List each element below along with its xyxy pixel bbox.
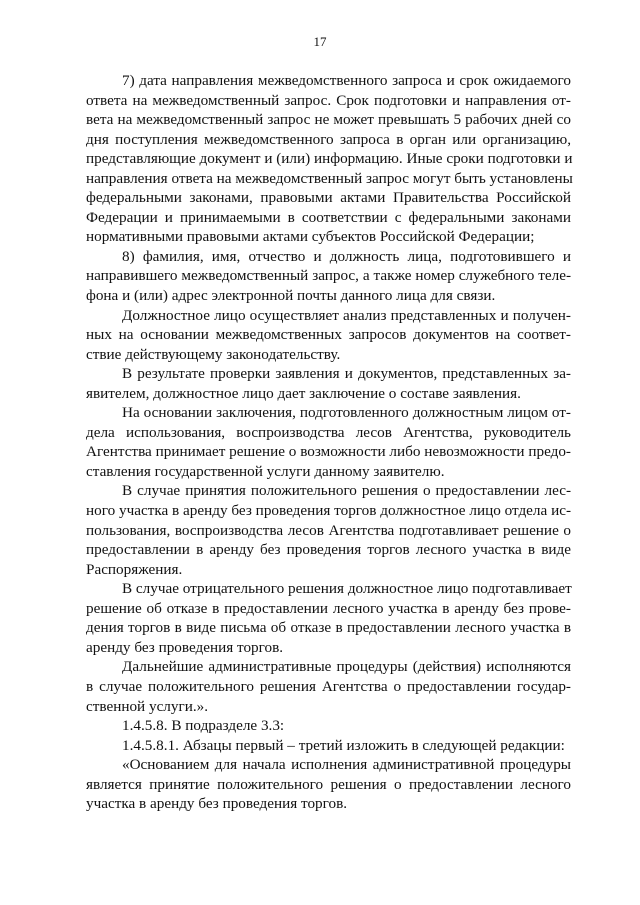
text-line: ствие действующему законодательству. [86, 345, 341, 363]
text-line: направления ответа на межведомственный запрос могут быть установлены [86, 169, 573, 187]
text-line: направившего межведомственный запрос, а также номер служебного теле- [86, 267, 571, 285]
text-line: вета на межведомственный запрос не может превышать 5 рабочих дней со [86, 111, 571, 129]
paragraph [86, 247, 571, 306]
text-line: предоставлении в аренду без проведения торгов лесного участка в виде [86, 541, 571, 559]
text-line: аренду без проведения торгов. [86, 638, 284, 656]
text-line: В случае принятия положительного решения о предоставлении лес- [122, 482, 571, 500]
paragraph [86, 403, 571, 481]
text-line: является принятие положительного решения о предоставлении лесного [86, 775, 571, 793]
text-line: ных на основании межведомственных запросов документов на соответ- [86, 326, 571, 344]
text-line: дня поступления межведомственного запроса в орган или организацию, [86, 130, 571, 148]
text-line: 7) дата направления межведомственного запроса и срок ожидаемого [122, 72, 571, 89]
text-line: представляющие документ и (или) информацию. Иные сроки подготовки и [86, 150, 573, 168]
document-body [86, 71, 571, 814]
paragraph [86, 306, 571, 365]
text-line: явителем, должностное лицо дает заключение о составе заявления. [86, 384, 521, 402]
text-line: ответа на межведомственный запрос. Срок подготовки и направления от- [86, 91, 571, 109]
text-line: Федерации и принимаемыми в соответствии с федеральными законами [86, 208, 571, 226]
text-line: ного участка в аренду без проведения торгов должностное лицо отдела ис- [86, 502, 571, 520]
paragraph [86, 579, 571, 657]
page-number: 17 [313, 34, 327, 49]
paragraph [86, 71, 571, 247]
paragraph [86, 736, 571, 756]
text-line: решение об отказе в предоставлении лесного участка в аренду без прове- [86, 599, 571, 617]
text-line: в случае положительного решения Агентства о предоставлении государ- [86, 677, 571, 695]
paragraph [86, 364, 571, 403]
text-line: ставления государственной услуги данному заявителю. [86, 462, 445, 480]
text-line: ственной услуги.». [86, 697, 209, 715]
text-line: пользования, воспроизводства лесов Агентства подготавливает решение о [86, 521, 571, 539]
text-line: В случае отрицательного решения должностное лицо подготавливает [122, 580, 572, 598]
text-line: «Основанием для начала исполнения административной процедуры [122, 756, 571, 774]
paragraph [86, 481, 571, 579]
paragraph [86, 657, 571, 716]
text-line: 8) фамилия, имя, отчество и должность лица, подготовившего и [122, 247, 571, 265]
text-line: нормативными правовыми актами субъектов Российской Федерации; [86, 228, 535, 246]
text-line: дела использования, воспроизводства лесов Агентства, руководитель [86, 423, 571, 441]
text-line: дения торгов в виде письма об отказе в предоставлении лесного участка в [86, 619, 571, 637]
text-line: федеральными законами, правовыми актами Правительства Российской [86, 189, 571, 207]
text-line: 1.4.5.8.1. Абзацы первый – третий изложить в следующей редакции: [122, 736, 565, 754]
text-line: Агентства принимает решение о возможности либо невозможности предо- [86, 443, 571, 461]
paragraph [86, 716, 571, 736]
text-line: Распоряжения. [86, 560, 183, 578]
text-line: 1.4.5.8. В подразделе 3.3: [122, 717, 285, 735]
text-line: фона и (или) адрес электронной почты данного лица для связи. [86, 287, 496, 305]
text-line: В результате проверки заявления и документов, представленных за- [122, 365, 571, 383]
text-line: Дальнейшие административные процедуры (действия) исполняются [122, 658, 571, 676]
text-line: Должностное лицо осуществляет анализ представленных и получен- [122, 306, 571, 324]
paragraph [86, 755, 571, 814]
text-line: На основании заключения, подготовленного должностным лицом от- [122, 404, 571, 422]
text-line: участка в аренду без проведения торгов. [86, 795, 348, 813]
